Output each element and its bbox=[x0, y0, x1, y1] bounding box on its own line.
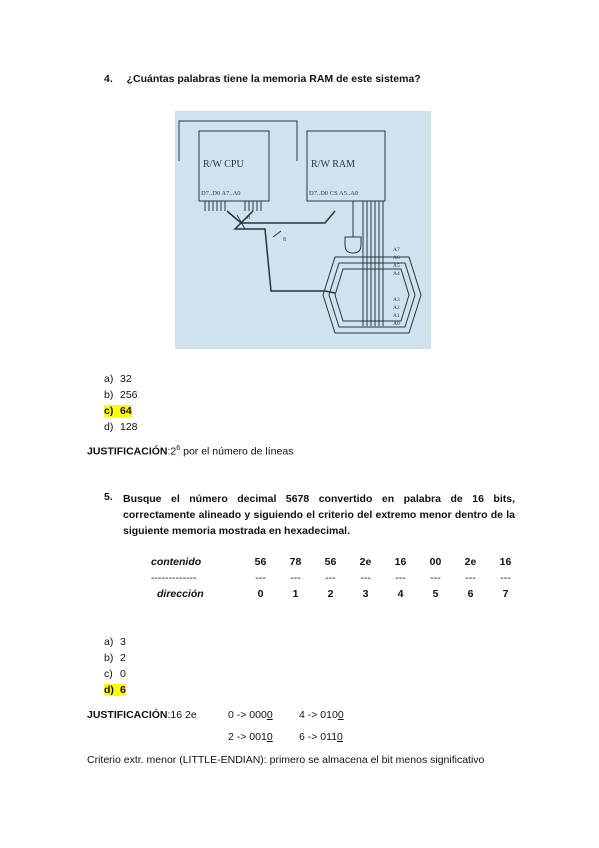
criterion-text: Criterio extr. menor (LITTLE-ENDIAN): primero se almacena el bit menos significativo bbox=[87, 754, 485, 766]
option-letter: c) bbox=[104, 668, 113, 680]
direccion-label: dirección bbox=[157, 588, 204, 600]
q5-question-line: correctamente alineado y siguiendo el criterio del extremo menor dentro de la bbox=[123, 509, 515, 521]
q5-option-d[interactable] bbox=[104, 682, 126, 698]
mapping-last-bit: 0 bbox=[337, 709, 344, 721]
mapping-prefix: 4 -> 010 bbox=[299, 709, 338, 721]
q4-justification bbox=[87, 445, 293, 458]
mapping-0 bbox=[228, 709, 273, 721]
mapping-last-bit: 0 bbox=[337, 731, 343, 743]
q5-option-b[interactable] bbox=[104, 650, 126, 666]
circuit-svg bbox=[175, 111, 431, 349]
dash-cell: --- bbox=[465, 572, 476, 584]
option-text: 64 bbox=[120, 405, 132, 417]
mapping-prefix: 0 -> 000 bbox=[228, 709, 267, 721]
content-cell: 00 bbox=[429, 556, 442, 568]
mapping-last-bit: 0 bbox=[266, 731, 273, 743]
memory-table bbox=[151, 554, 523, 602]
option-letter: a) bbox=[104, 636, 114, 648]
bus-width-label-2: 8 bbox=[283, 237, 286, 243]
dash-cell: --- bbox=[255, 572, 266, 584]
content-cell: 56 bbox=[324, 556, 337, 568]
justification-label: JUSTIFICACIÓN bbox=[87, 445, 168, 458]
decoder-label: A4 bbox=[393, 271, 400, 277]
content-cell: 56 bbox=[254, 556, 267, 568]
decoder-label: A5 bbox=[393, 263, 400, 269]
justification-base: :2 bbox=[167, 445, 177, 458]
mapping-prefix: 2 -> 001 bbox=[228, 731, 267, 743]
decoder-label: A3 bbox=[393, 297, 400, 303]
ram-bus-label: D7..D0 CS A5..A0 bbox=[309, 190, 359, 197]
address-cell: 2 bbox=[327, 588, 334, 600]
content-cell: 2e bbox=[464, 556, 477, 568]
address-cell: 1 bbox=[292, 588, 299, 600]
q5-option-a[interactable] bbox=[104, 634, 126, 650]
address-cell: 7 bbox=[502, 588, 509, 600]
q5-justification bbox=[87, 709, 197, 721]
option-text: 6 bbox=[120, 684, 126, 696]
dash-cell: --- bbox=[395, 572, 406, 584]
content-cell: 16 bbox=[394, 556, 407, 568]
address-cell: 0 bbox=[257, 588, 264, 600]
contenido-label: contenido bbox=[151, 556, 202, 568]
dash-label: ------------- bbox=[151, 572, 197, 584]
table-row bbox=[151, 586, 523, 602]
option-text: 32 bbox=[120, 373, 132, 385]
dash-cell: --- bbox=[290, 572, 301, 584]
q5-question-line: Busque el número decimal 5678 convertido en palabra de 16 bits, bbox=[123, 493, 515, 505]
decoder-label: A2 bbox=[393, 305, 400, 311]
option-letter: d) bbox=[104, 421, 114, 433]
q5-number: 5. bbox=[104, 491, 113, 503]
bus-width-label-1: 8 bbox=[247, 215, 250, 221]
address-cell: 3 bbox=[362, 588, 369, 600]
q4-number: 4. bbox=[104, 73, 113, 85]
q5-question bbox=[123, 491, 515, 539]
justification-value: :16 2e bbox=[167, 709, 197, 721]
content-cell: 2e bbox=[359, 556, 372, 568]
cpu-bus-label: D7..D0 A7..A0 bbox=[201, 190, 241, 197]
mapping-1 bbox=[299, 709, 344, 721]
option-text: 128 bbox=[120, 421, 138, 433]
q4-options bbox=[104, 371, 138, 435]
circuit-diagram bbox=[175, 111, 431, 349]
option-letter: c) bbox=[104, 405, 114, 417]
option-letter: a) bbox=[104, 373, 114, 385]
option-letter: b) bbox=[104, 389, 114, 401]
decoder-label: A1 bbox=[393, 313, 400, 319]
dash-cell: --- bbox=[500, 572, 511, 584]
q5-option-c[interactable] bbox=[104, 666, 126, 682]
dash-cell: --- bbox=[325, 572, 336, 584]
table-row bbox=[151, 570, 523, 586]
justification-exponent: 6 bbox=[176, 445, 181, 452]
q5-options bbox=[104, 634, 126, 698]
address-cell: 6 bbox=[467, 588, 474, 600]
decoder-label: A0 bbox=[393, 321, 400, 327]
decoder-label: A7 bbox=[393, 247, 400, 253]
cpu-label: R/W CPU bbox=[203, 159, 244, 170]
option-text: 3 bbox=[120, 636, 126, 648]
q4-option-b[interactable] bbox=[104, 387, 138, 403]
q4-question: ¿Cuántas palabras tiene la memoria RAM de este sistema? bbox=[126, 73, 421, 85]
q5-question-line: siguiente memoria mostrada en hexadecimal. bbox=[123, 525, 351, 537]
content-cell: 78 bbox=[289, 556, 302, 568]
mapping-prefix: 6 -> 011 bbox=[299, 731, 338, 743]
q4-title bbox=[104, 73, 421, 85]
q4-option-c[interactable] bbox=[104, 403, 138, 419]
q4-option-a[interactable] bbox=[104, 371, 138, 387]
justification-label: JUSTIFICACIÓN bbox=[87, 709, 168, 721]
option-text: 0 bbox=[120, 668, 126, 680]
option-letter: d) bbox=[104, 684, 114, 696]
address-cell: 5 bbox=[432, 588, 439, 600]
ram-label: R/W RAM bbox=[311, 159, 355, 170]
mapping-3 bbox=[299, 731, 343, 743]
option-text: 256 bbox=[120, 389, 138, 401]
table-row bbox=[151, 554, 523, 570]
option-text: 2 bbox=[120, 652, 126, 664]
mapping-last-bit: 0 bbox=[266, 709, 273, 721]
justification-rest: por el número de líneas bbox=[180, 445, 294, 458]
decoder-label: A6 bbox=[393, 255, 400, 261]
dash-cell: --- bbox=[430, 572, 441, 584]
option-letter: b) bbox=[104, 652, 114, 664]
q4-option-d[interactable] bbox=[104, 419, 138, 435]
content-cell: 16 bbox=[499, 556, 512, 568]
mapping-2 bbox=[228, 731, 273, 743]
address-cell: 4 bbox=[397, 588, 404, 600]
dash-cell: --- bbox=[360, 572, 371, 584]
